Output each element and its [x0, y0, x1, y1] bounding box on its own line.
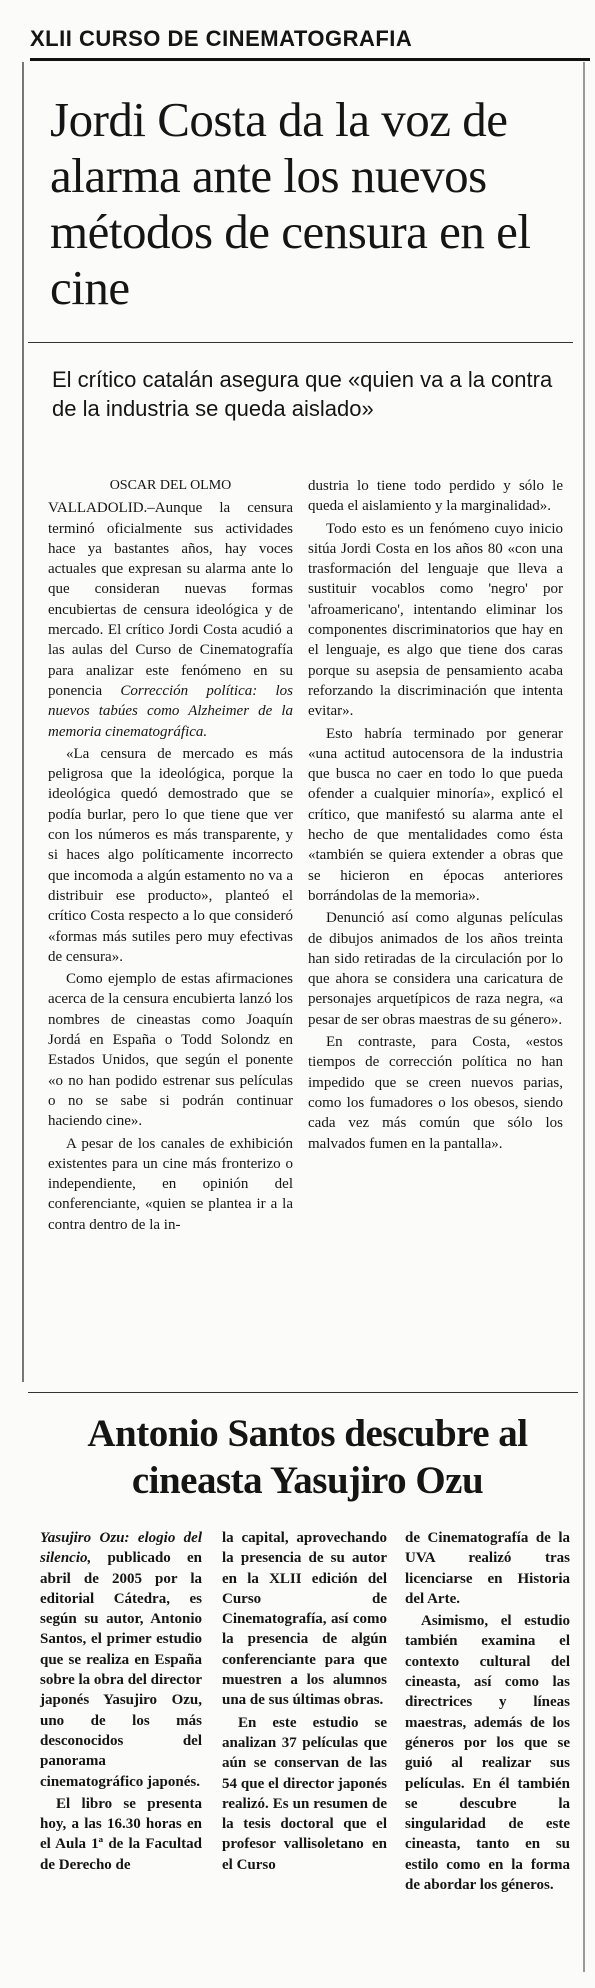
article2-column-3: [405, 1528, 570, 1897]
article2-column-2: [222, 1528, 387, 1877]
article2-paragraph: la capital, aprovechando la presencia de su autor en la XLII edición del Curso de Cinematografía, así como la presencia de algún conferenciante para que muestren a los alumnos una de sus últimas obras.: [222, 1530, 387, 1709]
dateline: VALLADOLID.–: [48, 500, 155, 517]
article1-paragraph: [48, 498, 293, 742]
article1-paragraph: dustria lo tiene todo perdido y sólo le queda el aislamiento y la marginalidad».: [308, 478, 563, 515]
article1-paragraph: Esto habría terminado por generar «una actitud autocensora de la industria que busca no caer en todo lo que pueda ofender a cualquier minoría», explicó el crítico, que manifestó su alarma ante el hecho de que mentalidades como ésta «también se quiera extender a obras que se hicieron en épocas anteriores borrándolas de la memoria».: [308, 725, 563, 904]
article2-column-1: [40, 1528, 202, 1877]
byline: OSCAR DEL OLMO: [109, 478, 232, 493]
article2-headline: Antonio Santos descubre al cineasta Yasujiro Ozu: [87, 1412, 528, 1502]
article2-paragraph: El libro se presenta hoy, a las 16.30 horas en el Aula 1ª de la Facultad de Derecho de: [40, 1795, 202, 1873]
article2-paragraph: [40, 1528, 202, 1792]
lecture-title: Corrección política: los nuevos tabúes como Alzheimer de la memoria cinematográfica.: [48, 682, 294, 740]
book-title: Yasujiro Ozu: elogio del silencio,: [40, 1530, 202, 1567]
column-frame-right: [583, 62, 585, 1972]
article1-paragraph: «La censura de mercado es más peligrosa que la ideológica, porque la ideológica quedó demostrado que se podía burlar, pero lo que tiene que ver con los números es más transparente, y si haces algo políticamente incorrecto que incomoda a algún estamento no va a distribuir ese producto», planteó el crítico Costa respecto a lo que consideró «formas más sutiles pero muy efectivas de censura».: [48, 745, 293, 965]
article1-paragraph: Denunció así como algunas películas de dibujos animados de los años treinta han sido retiradas de la circulación por lo que ahora se considera una caricatura de personajes arquetípicos de raza negra, «a pesar de ser obras maestras de su género».: [308, 910, 563, 1028]
article2-paragraph: de Cinematografía de la UVA realizó tras licenciarse en Historia del Arte.: [405, 1530, 570, 1607]
paragraph-text: publicado en abril de 2005 por la editorial Cátedra, es según su autor, Antonio Santos, el primer estudio que se realiza en España sobre la obra del director japonés Yasujiro Ozu, uno de los más desconocidos del panorama cinematográfico japonés.: [40, 1550, 202, 1790]
article1-subhead: El crítico catalán asegura que «quien va a la contra de la industria se queda aislado»: [52, 367, 553, 421]
section-rule: [30, 58, 590, 61]
article1-paragraph: A pesar de los canales de exhibición existentes para un cine más fronterizo o independiente, en opinión del conferenciante, «quien se plantea ir a la contra dentro de la in-: [48, 1135, 293, 1233]
column-frame-left: [22, 62, 24, 1382]
article1-column-1: [48, 476, 293, 1237]
article1-paragraph: En contraste, para Costa, «estos tiempos de corrección política no han impedido que se creen nuevos parias, como los fumadores o los obesos, siendo cada vez más común que sólo los malvados fumen en la pantalla».: [308, 1034, 563, 1152]
article1-headline: Jordi Costa da la voz de alarma ante los nuevos métodos de censura en el cine: [50, 92, 531, 315]
article2-paragraph: En este estudio se analizan 37 películas que aún se conservan de las 54 que el director japonés realizó. Es un resumen de la tesis doctoral que el profesor vallisoletano en el Curso: [222, 1714, 387, 1873]
article2-paragraph: Asimismo, el estudio también examina el contexto cultural del cineasta, así como las directrices y líneas maestras, además de los géneros por los que se guió al realizar sus películas. En él también se descubre la singularidad de este cineasta, tanto en su estilo como en la forma de abordar los géneros.: [405, 1613, 570, 1894]
article-separator: [28, 1392, 578, 1393]
article1-paragraph: Como ejemplo de estas afirmaciones acerca de la censura encubierta lanzó los nombres de cineastas como Joaquín Jordá en España o Todd Solondz en Estados Unidos, que según el ponente «o no han podido estrenar sus películas o no se sabe si podrán continuar haciendo cine».: [48, 971, 293, 1130]
article1-paragraph: Todo esto es un fenómeno cuyo inicio sitúa Jordi Costa en los años 80 «con una trasformación del lenguaje que lleva a sustituir vocablos como 'negro' por 'afroamericano', intentando eliminar los componentes discriminatorios que hay en el lenguaje, es algo que tiene dos caras porque su asepsia de pensamiento acaba reforzando la discriminación que intenta evitar».: [308, 520, 563, 720]
section-tag: XLII CURSO DE CINEMATOGRAFIA: [30, 26, 413, 51]
subhead-rule: [28, 342, 573, 343]
paragraph-text: Aunque la censura terminó oficialmente sus actividades hace ya bastantes años, hay voces actuales que expresan su alarma ante lo que consideran nuevas formas encubiertas de censura ideológica y de mercado. El crítico Jordi Costa acudió a las aulas del Curso de Cinematografía para analizar este fenómeno en su ponencia: [48, 500, 293, 699]
article1-column-2: [308, 476, 563, 1156]
